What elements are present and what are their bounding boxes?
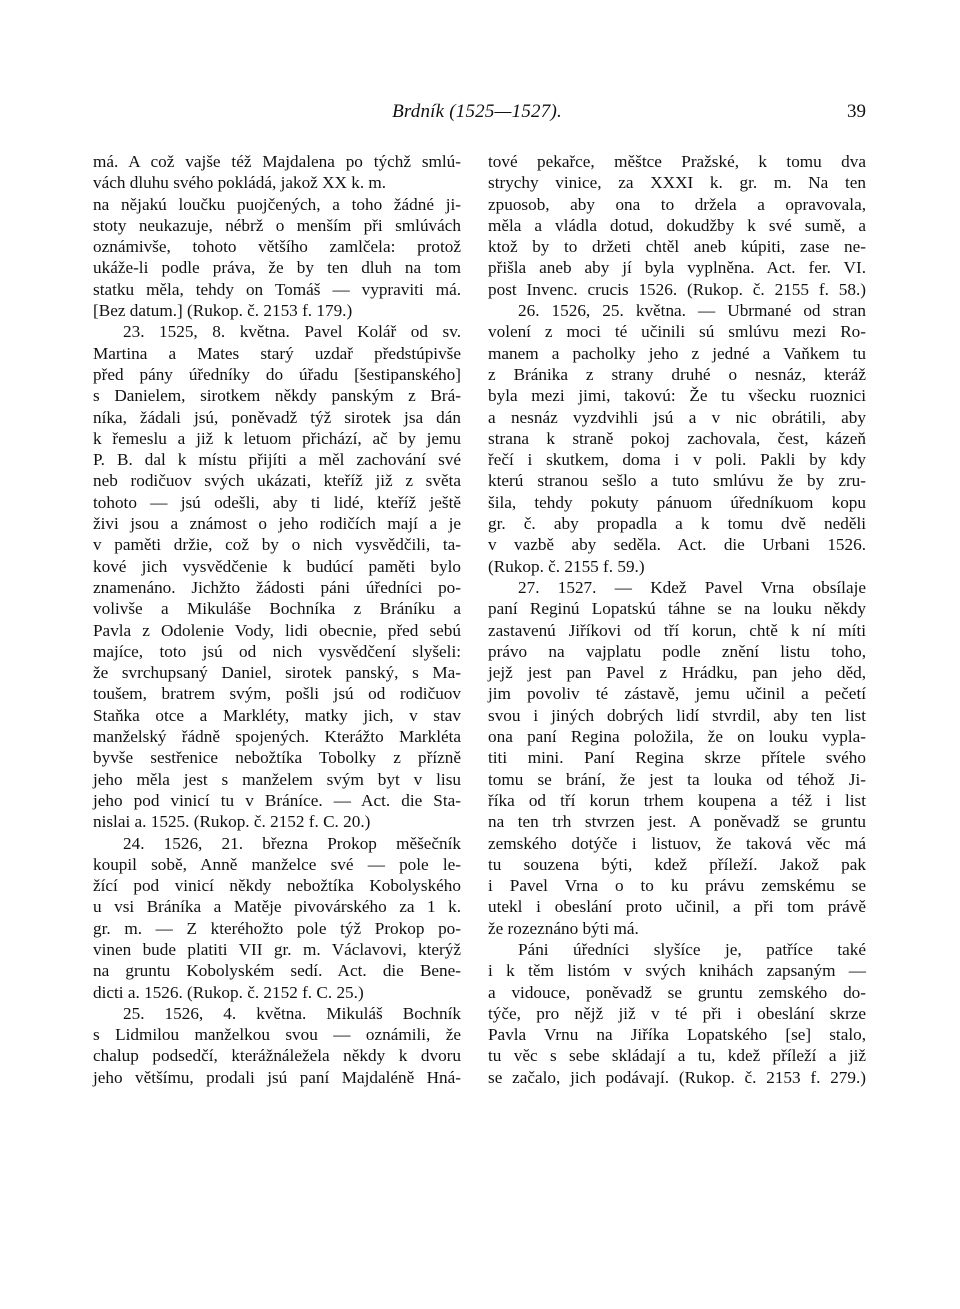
text-line: jeho pod vinicí tu v Bráníce. — Act. die Sta- xyxy=(93,790,461,810)
text-line: jejž jest pan Pavel z Hrádku, pan jeho děd, xyxy=(488,663,866,683)
text-line: živi jsou a známost o jeho rodičích mají a je xyxy=(93,514,461,534)
text-line: jim povoliv té zástavě, jemu učinil a pečetí xyxy=(488,684,866,704)
text-line: manem a pacholky jeho z jedné a Vaňkem tu xyxy=(488,343,866,363)
text-line: jeho měla jest s manželem svým byt v lisu xyxy=(93,769,461,789)
left-text-column xyxy=(93,151,461,1088)
text-line: že rozeznáno býti má. xyxy=(488,918,639,938)
text-line: níka, žádali jsú, poněvadž týž sirotek jsa dán xyxy=(93,407,461,427)
running-header xyxy=(88,101,866,131)
text-line: ona paní Regina položila, že on louku vypla- xyxy=(488,727,866,747)
text-line: tové pekařce, měštce Pražské, k tomu dva xyxy=(488,152,866,171)
text-line: Páni úředníci slyšíce je, patříce také xyxy=(518,939,866,959)
right-text-column xyxy=(488,151,866,1088)
text-line: a nesnáz vyzdvihli jsú a v nic obrátili, aby xyxy=(488,407,866,427)
text-line: zemského dotýče i listuov, že taková věc má xyxy=(488,833,866,853)
text-line: ktož by to držeti chtěl aneb kúpiti, zase ne- xyxy=(488,237,866,257)
text-line: neb rodičuov svých ukázati, kteříž již z světa xyxy=(93,471,461,491)
text-line: před pány úředníky do úřadu [šestipanského] xyxy=(93,364,461,384)
text-line: majíce, toto jsú od nich vysvědčení slyšeli: xyxy=(93,641,461,661)
text-line: s Danielem, sirotkem někdy panským z Brá- xyxy=(93,386,461,406)
text-line: gr. m. — Z kteréhožto pole týž Prokop po- xyxy=(93,918,461,938)
text-line: utekl i obeslání proto učinil, a při tom právě xyxy=(488,897,866,917)
text-line: svou i jiných dobrých lidí stvrdil, aby ten list xyxy=(488,705,866,725)
text-line: právo na vajplatu podle znění listu toho, xyxy=(488,641,866,661)
text-line: říka od tří korun trhem koupena a též i list xyxy=(488,790,866,810)
text-line: z Bránika z strany druhé o nesnáz, kteráž xyxy=(488,364,866,384)
text-line: na nějakú loučku puojčených, a toho žádné ji- xyxy=(93,194,461,214)
text-line: zastavenú Jiříkovi od tří korun, chtě k ní míti xyxy=(488,620,866,640)
text-line: vinen bude platiti VII gr. m. Václavovi, kterýž xyxy=(93,939,461,959)
text-line: byvše sestřenice nebožtíka Tobolky z přízně xyxy=(93,748,461,768)
text-line: žící pod vinicí někdy nebožtíka Kobolyského xyxy=(93,876,461,896)
text-line: Martina a Mates starý uzdař předstúpivše xyxy=(93,343,461,363)
text-line: titi mini. Paní Regina skrze přítele svého xyxy=(488,748,866,768)
text-line: Pavla z Odolenie Vody, lidi obecnie, před sebú xyxy=(93,620,461,640)
text-line: [Bez datum.] (Rukop. č. 2153 f. 179.) xyxy=(93,301,353,321)
text-line: 23. 1525, 8. května. Pavel Kolář od sv. xyxy=(123,322,461,342)
text-line: týče, pro nějž již v té při i obeslání skrze xyxy=(488,1003,866,1023)
text-line: Pavla Vrnu na Jiříka Lopatského [se] stalo, xyxy=(488,1025,866,1045)
text-line: toušem, bratrem svým, pošli jsú od rodičuov xyxy=(93,684,461,704)
text-line: 24. 1526, 21. března Prokop měšečník xyxy=(123,833,461,853)
text-line: stoty neukazuje, nébrž o menším při smlúvách xyxy=(93,215,461,235)
text-line: v vazbě aby seděla. Act. die Urbani 1526. xyxy=(488,535,866,555)
running-title: Brdník (1525—1527). xyxy=(392,101,562,122)
text-line: a vidouce, poněvadž se gruntu zemského do- xyxy=(488,982,866,1002)
text-line: zpuosob, aby ona to držela a opravovala, xyxy=(488,194,866,214)
text-line: u vsi Bráníka a Matěje pivovárského za 1 k. xyxy=(93,897,461,917)
text-line: P. B. dal k místu přijíti a měl zachování své xyxy=(93,450,461,470)
text-line: strychy vinice, za XXXI k. gr. m. Na ten xyxy=(488,173,866,193)
text-line: chalup podsedčí, kterážnáležela někdy k dvoru xyxy=(93,1046,461,1066)
text-line: v paměti držie, což by o nich vysvědčili, ta- xyxy=(93,535,461,555)
text-line: 26. 1526, 25. května. — Ubrmané od stran xyxy=(518,301,866,321)
text-line: volení z moci té učinili sú smlúvu mezi Ro- xyxy=(488,322,866,342)
text-line: Staňka otce a Markléty, matky jich, v stav xyxy=(93,705,461,725)
text-line: přišla aneb aby jí byla vyplněna. Act. fer. VI. xyxy=(488,258,866,278)
text-line: měla a vládla dotud, dokudžby k své sumě, a xyxy=(488,215,866,235)
text-line: (Rukop. č. 2155 f. 59.) xyxy=(488,556,645,576)
text-line: vách dluhu svého pokládá, jakož XX k. m. xyxy=(93,173,387,193)
text-line: 25. 1526, 4. května. Mikuláš Bochník xyxy=(123,1003,461,1023)
page-number: 39 xyxy=(847,101,866,122)
text-line: strana k straně pokoj zachovala, čest, kázeň xyxy=(488,428,866,448)
text-line: koupil sobě, Anně manželce své — pole le- xyxy=(93,854,461,874)
text-line: tomu se brání, že jest ta louka od téhož Ji- xyxy=(488,769,866,789)
text-line: i Pavel Vrna o to ku právu zemskému se xyxy=(488,876,866,896)
text-line: statku měla, tehdy on Tomáš — vypraviti má. xyxy=(93,279,461,299)
text-line: jeho většímu, prodali jsú paní Majdaléně Hná- xyxy=(93,1067,461,1087)
text-line: se začalo, jich podávají. (Rukop. č. 2153 f. 279.) xyxy=(488,1067,866,1087)
text-line: ukáže-li podle práva, že by ten dluh na tom xyxy=(93,258,461,278)
text-line: řečí i skutkem, doma i v poli. Pakli by kdy xyxy=(488,450,866,470)
text-line: s Lidmilou manželkou svou — oznámili, že xyxy=(93,1025,461,1045)
text-line: 27. 1527. — Kdež Pavel Vrna obsílaje xyxy=(518,577,866,597)
text-line: nislai a. 1525. (Rukop. č. 2152 f. C. 20.) xyxy=(93,812,371,832)
text-line: dicti a. 1526. (Rukop. č. 2152 f. C. 25.) xyxy=(93,982,364,1002)
text-line: kterú stranou sešlo a tuto smlúvu že by zru- xyxy=(488,471,866,491)
text-line: tohoto — jsú odešli, aby ti lidé, kteříž ještě xyxy=(93,492,461,512)
text-line: i k těm listóm v svých knihách zapsaným — xyxy=(488,961,866,981)
text-line: na gruntu Kobolyském sedí. Act. die Bene- xyxy=(93,961,461,981)
text-line: paní Reginú Lopatskú táhne se na louku někdy xyxy=(488,599,866,619)
text-line: post Invenc. crucis 1526. (Rukop. č. 2155 f. 58.) xyxy=(488,279,866,299)
text-line: má. A což vajše též Majdalena po týchž smlú- xyxy=(93,152,461,171)
text-line: kové jich vysvědčenie k budúcí paměti bylo xyxy=(93,556,461,576)
text-line: šila, tehdy pokuty pánuom úředníkuom kopu xyxy=(488,492,866,512)
text-line: na ten trh stvrzen jest. A poněvadž se gruntu xyxy=(488,812,866,832)
text-line: manželský řádně spojených. Kterážto Markléta xyxy=(93,727,461,747)
text-line: že svrchupsaný Daniel, sirotek panský, s Ma- xyxy=(93,663,461,683)
text-line: oznámivše, tohoto většího zamlčela: protož xyxy=(93,237,461,257)
text-line: znamenáno. Jichžto žádosti páni úředníci po- xyxy=(93,577,461,597)
text-line: gr. č. aby propadla a k tomu dvě neděli xyxy=(488,514,866,534)
text-line: tu souzena býti, kdež příleží. Jakož pak xyxy=(488,854,866,874)
text-line: tu věc s sebe skládají a tu, kdež příleží a již xyxy=(488,1046,866,1066)
text-line: byla mezi jimi, takovú: Že tu všecku ruoznici xyxy=(488,386,866,406)
text-line: k řemeslu a již k letuom přichází, ač by jemu xyxy=(93,428,461,448)
text-line: volivše a Mikuláše Bochníka z Bráníku a xyxy=(93,599,461,619)
